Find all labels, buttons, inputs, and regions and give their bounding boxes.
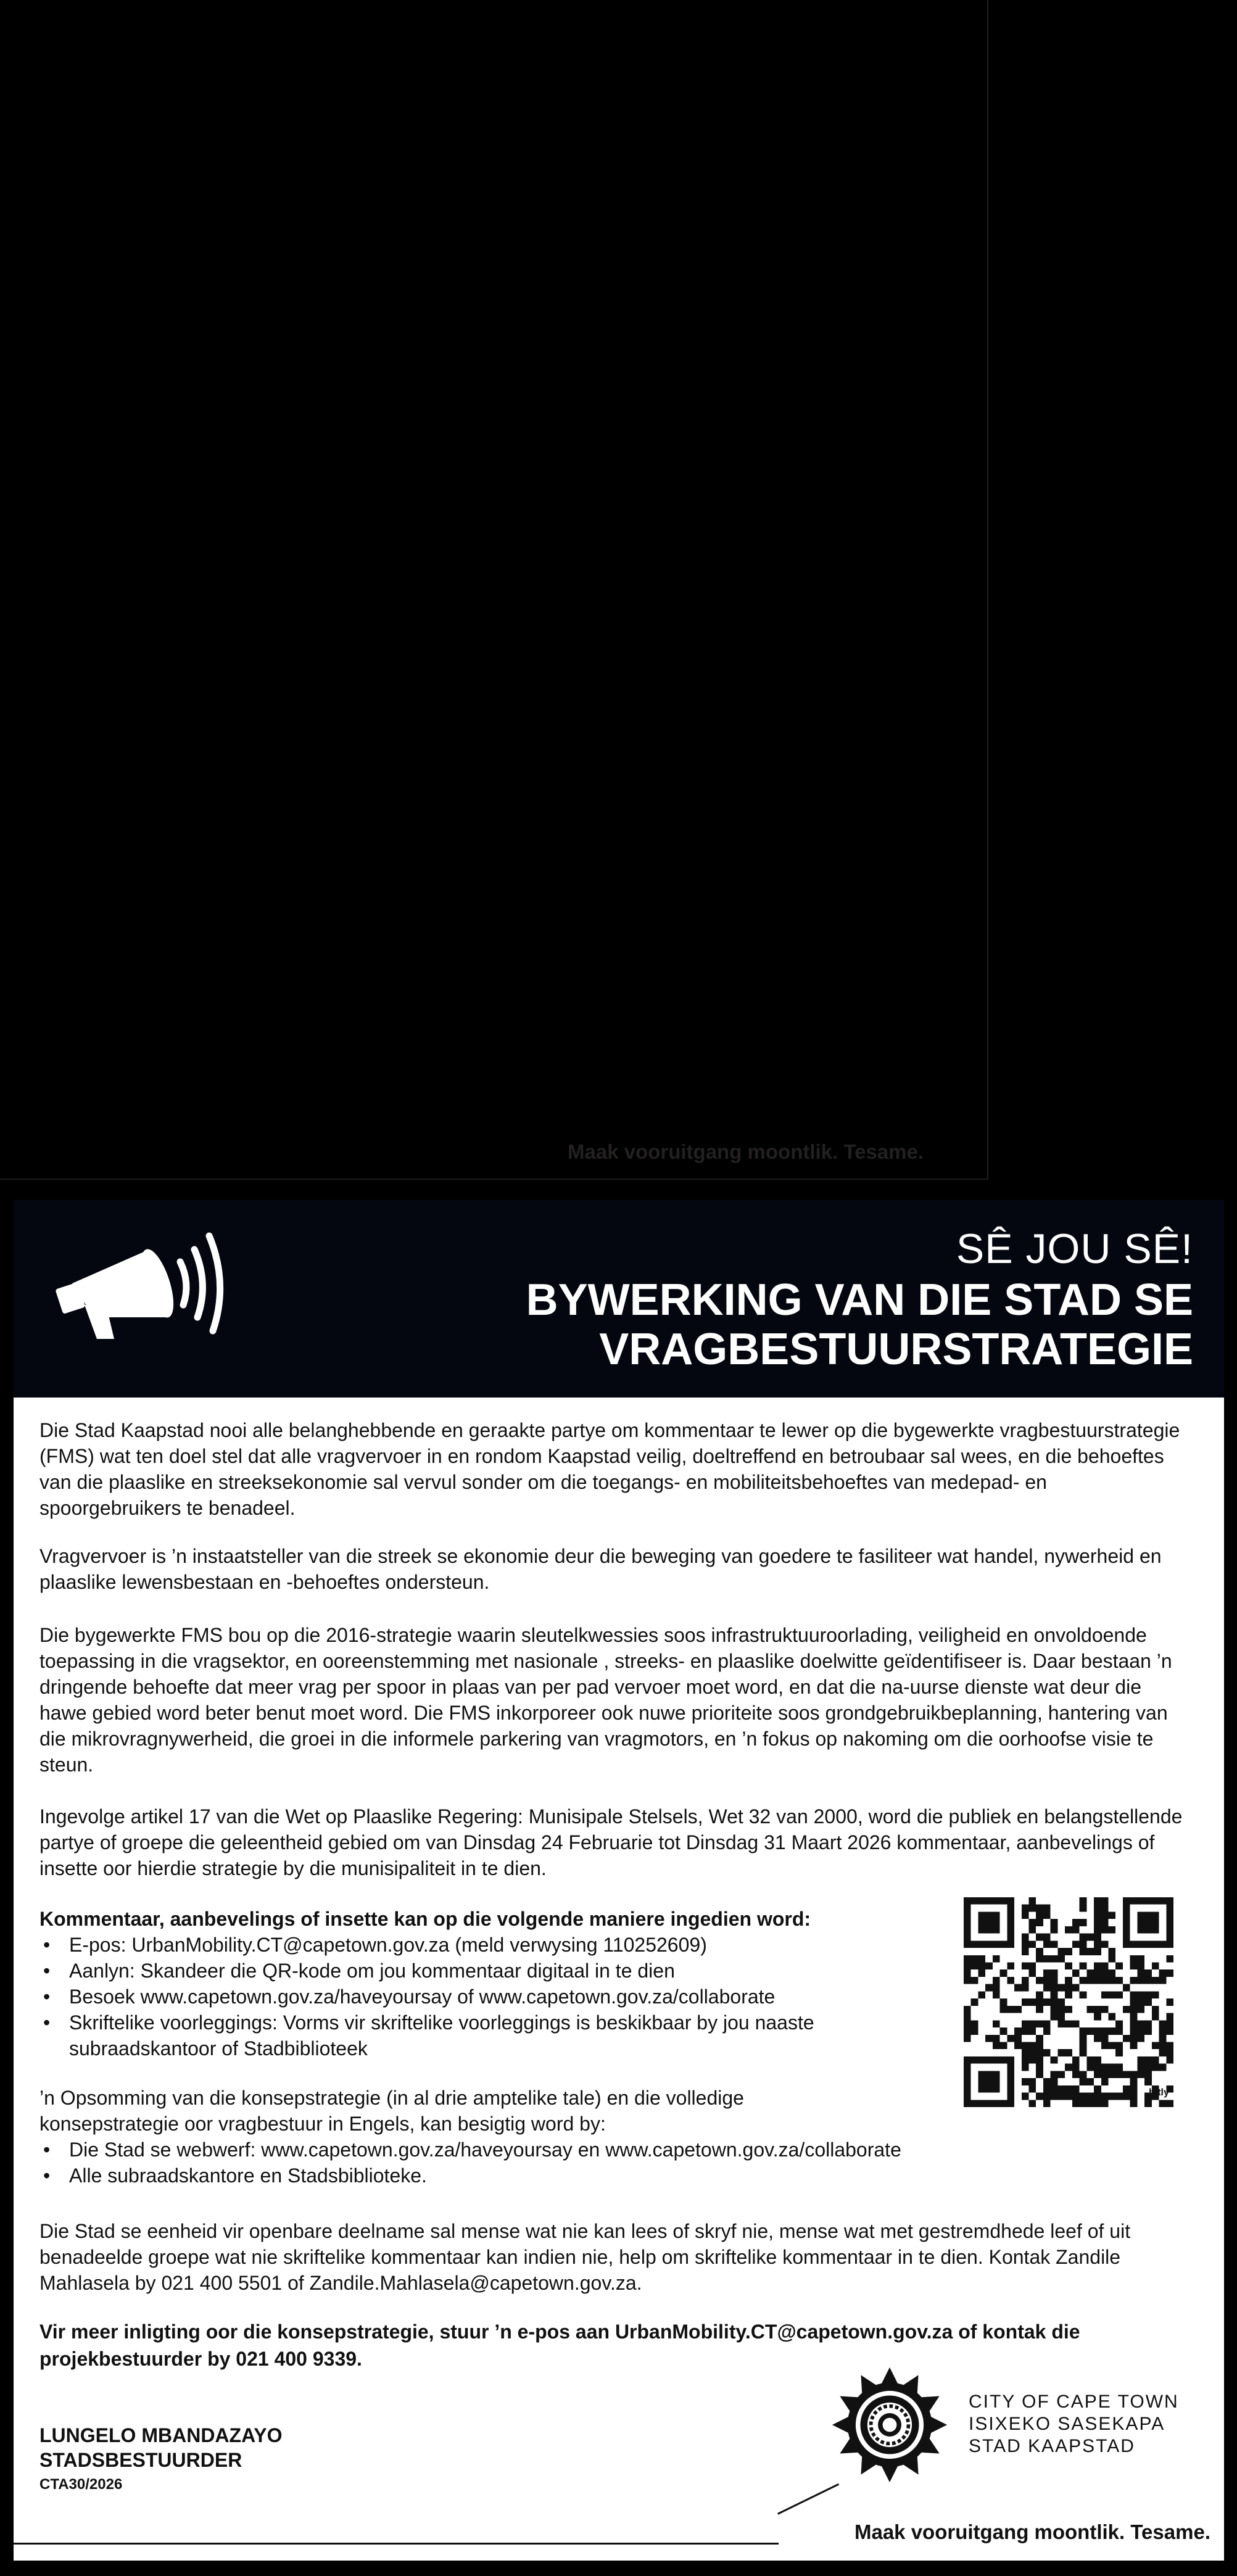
city-logo-text: [969, 2391, 1179, 2458]
logo-line: ISIXEKO SASEKAPA: [969, 2414, 1165, 2434]
frame-divider: [987, 0, 988, 1178]
summary-section: [39, 2085, 1187, 2189]
logo-line: CITY OF CAPE TOWN: [969, 2392, 1179, 2412]
blank-top-area: [0, 0, 1237, 1178]
list-item: • E-pos: UrbanMobility.CT@capetown.gov.za (meld verwysing 110252609): [39, 1932, 1187, 1958]
paragraph-assistance: Die Stad se eenheid vir openbare deelname sal mense wat nie kan lees of skryf nie, mense wat met gestremdhede leef of uit benadeelde groepe wat nie skriftelike kommentaar kan indien nie, help om skriftelike kommentaar in te dien. Kontak Zandile Mahlasela by 021 400 5501 of Zandile.Mahlasela@capetown.gov.za.: [39, 2220, 1131, 2294]
notice-title-line: BYWERKING VAN DIE STAD SE: [526, 1275, 1193, 1325]
paragraph-invitation: Die Stad Kaapstad nooi alle belanghebbende en geraakte partye om kommentaar te lewer op die bygewerkte vragbestuurstrategie (FMS) wat ten doel stel dat alle vragvervoer in en rondom Kaapstad veilig, doeltreffend en betroubaar sal wees, en die behoeftes van die plaaslike en streeksekonomie sal vervul sonder om die toegangs- en mobiliteitsbehoeftes van medepad- en spoorgebruikers te benadeel.: [39, 1419, 1180, 1519]
signatory: [39, 2423, 282, 2472]
list-item: • Alle subraadskantore en Stadsbiblioteke.: [39, 2163, 1187, 2189]
list-item: • Die Stad se webwerf: www.capetown.gov.za/haveyoursay en www.capetown.gov.za/collaborate: [39, 2137, 1187, 2163]
public-notice: [14, 1200, 1224, 2561]
list-item: • Skriftelike voorleggings: Vorms vir skriftelike voorleggings is beskikbaar by jou naaste subraadskantoor of Stadbiblioteek: [39, 2010, 865, 2061]
footer-rule-diagonal: [777, 2483, 839, 2515]
more-info: Vir meer inligting oor die konsepstrategie, stuur ’n e-pos aan UrbanMobility.CT@capetown.gov.za of kontak die projekbestuurder by 021 400 9339.: [39, 2321, 1080, 2370]
notice-banner: [14, 1200, 1224, 1398]
notice-title: [526, 1275, 1193, 1374]
submission-heading: Kommentaar, aanbevelings of insette kan op die volgende maniere ingedien word:: [39, 1908, 811, 1930]
top-slogan: Maak vooruitgang moontlik. Tesame.: [568, 1140, 924, 1163]
banner-kicker: SÊ JOU SÊ!: [956, 1225, 1193, 1272]
footer-rule: [14, 2543, 779, 2545]
signatory-name: LUNGELO MBANDAZAYO: [39, 2424, 283, 2446]
list-item: • Besoek www.capetown.gov.za/haveyoursay of www.capetown.gov.za/collaborate: [39, 1984, 1187, 2010]
frame-divider-horizontal: [0, 1178, 988, 1180]
footer-slogan: Maak vooruitgang moontlik. Tesame.: [854, 2520, 1210, 2543]
city-emblem-icon: [831, 2366, 948, 2483]
paragraph-freight: Vragvervoer is ’n instaatsteller van die streek se ekonomie deur die beweging van goedere te fasiliteer wat handel, nywerheid en plaaslike lewensbestaan en -behoeftes ondersteun.: [39, 1545, 1162, 1593]
reference-number: CTA30/2026: [39, 2476, 123, 2493]
megaphone-icon: [48, 1225, 226, 1348]
paragraph-fms: Die bygewerkte FMS bou op die 2016-strategie waarin sleutelkwessies soos infrastruktuuroorlading, veiligheid en onvoldoende toepassing in die vragsektor, en ooreenstemming met nasionale , streeks- en plaaslike doelwitte geïdentifiseer is. Daar bestaan ’n dringende behoefte dat meer vrag per spoor in plaas van per pad vervoer moet word, en dat die na-uurse dienste wat deur die hawe gebied word beter benut moet word. Die FMS inkorporeer ook nuwe prioriteite soos grondgebruikbeplanning, hantering van die mikrovragnywerheid, die groei in die informele parkering van vragmotors, en ’n fokus op nakoming om die oorhoofse visie te steun.: [39, 1624, 1172, 1776]
summary-intro: ’n Opsomming van die konsepstrategie (in al drie amptelike tale) en die volledige konsepstrategie oor vragbestuur in Engels, kan besigtig word by:: [39, 2087, 744, 2135]
notice-title-line: VRAGBESTUURSTRATEGIE: [599, 1325, 1193, 1374]
logo-line: STAD KAAPSTAD: [969, 2436, 1135, 2456]
qr-brand-label: bitly: [1149, 2087, 1169, 2098]
list-item: • Aanlyn: Skandeer die QR-kode om jou kommentaar digitaal in te dien: [39, 1958, 1187, 1984]
summary-list: [39, 2137, 1187, 2189]
paragraph-legal: Ingevolge artikel 17 van die Wet op Plaaslike Regering: Munisipale Stelsels, Wet 32 van 2000, word die publiek en belangstellende partye of groepe die geleentheid gebied om van Dinsdag 24 Februarie tot Dinsdag 31 Maart 2026 kommentaar, aanbevelings of insette oor hierdie strategie by die munisipaliteit in te dien.: [39, 1805, 1183, 1879]
signatory-title: STADSBESTUURDER: [39, 2449, 242, 2471]
qr-code[interactable]: [964, 1897, 1173, 2107]
